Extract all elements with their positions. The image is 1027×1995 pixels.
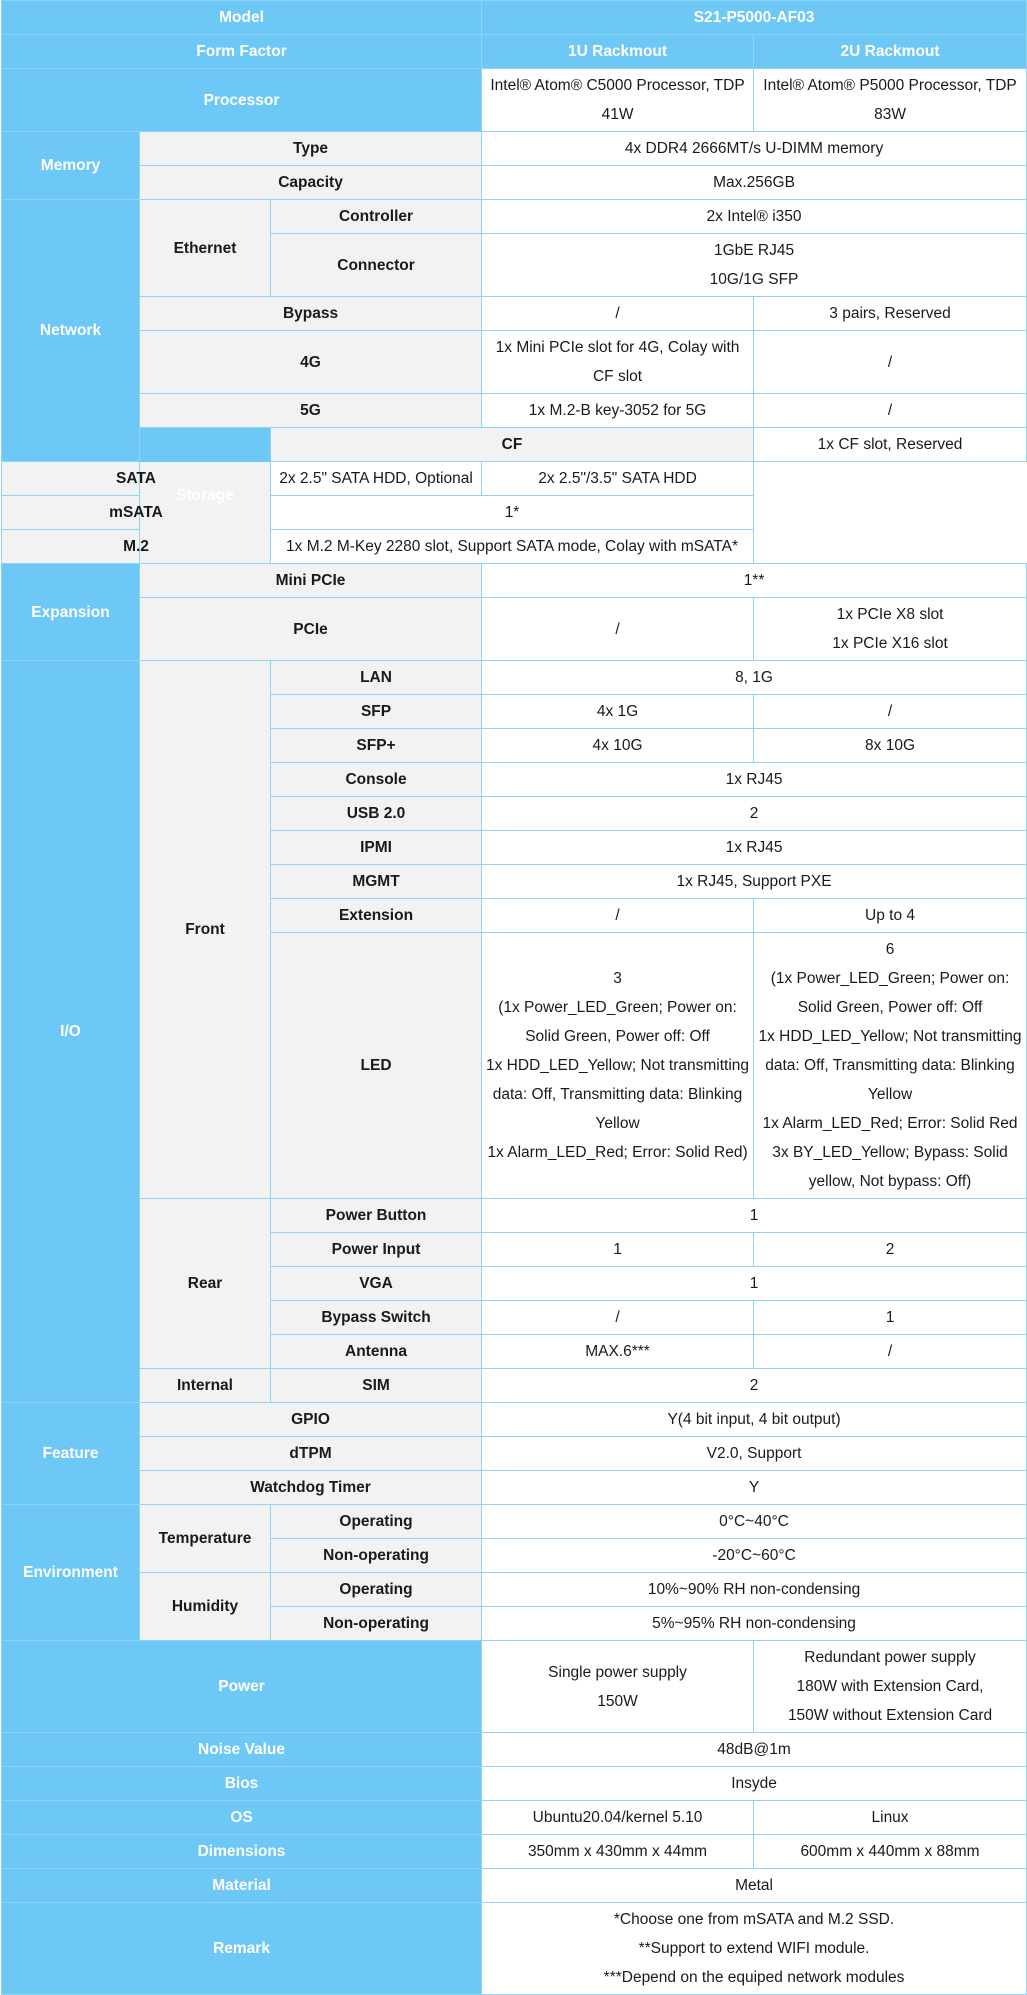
msata-label: mSATA — [2, 496, 271, 530]
minipcie-label: Mini PCIe — [140, 564, 482, 598]
pcie-label: PCIe — [140, 598, 482, 661]
dtpm-label: dTPM — [140, 1437, 482, 1471]
bios-label: Bios — [2, 1767, 482, 1801]
sfpplus-1u: 4x 10G — [482, 729, 754, 763]
extension-label: Extension — [271, 899, 482, 933]
cf-label: CF — [271, 428, 754, 462]
row-network-5g — [2, 394, 1027, 428]
mgmt-label: MGMT — [271, 865, 482, 899]
5g-label: 5G — [140, 394, 482, 428]
row-io-power-button — [2, 1199, 1027, 1233]
row-expansion-minipcie — [2, 564, 1027, 598]
row-storage-cf — [2, 428, 1027, 462]
cf-value: 1x CF slot, Reserved — [754, 428, 1027, 462]
row-os — [2, 1801, 1027, 1835]
hum-nonoperating-label: Non-operating — [271, 1607, 482, 1641]
row-storage-m2 — [2, 530, 1027, 564]
extension-2u: Up to 4 — [754, 899, 1027, 933]
environment-label: Environment — [2, 1505, 140, 1641]
row-expansion-pcie — [2, 598, 1027, 661]
sim-value: 2 — [482, 1369, 1027, 1403]
sim-label: SIM — [271, 1369, 482, 1403]
antenna-2u: / — [754, 1335, 1027, 1369]
m2-label: M.2 — [2, 530, 271, 564]
5g-1u: 1x M.2-B key-3052 for 5G — [482, 394, 754, 428]
dimensions-1u: 350mm x 430mm x 44mm — [482, 1835, 754, 1869]
sfp-label: SFP — [271, 695, 482, 729]
gpio-value: Y(4 bit input, 4 bit output) — [482, 1403, 1027, 1437]
remark-value: *Choose one from mSATA and M.2 SSD. **Support to extend WIFI module. ***Depend on the equiped network modules — [482, 1903, 1027, 1995]
memory-type-label: Type — [140, 132, 482, 166]
bypass-switch-1u: / — [482, 1301, 754, 1335]
lan-value: 8, 1G — [482, 661, 1027, 695]
expansion-label: Expansion — [2, 564, 140, 661]
m2-value: 1x M.2 M-Key 2280 slot, Support SATA mode, Colay with mSATA* — [271, 530, 754, 564]
power-button-label: Power Button — [271, 1199, 482, 1233]
led-1u: 3 (1x Power_LED_Green; Power on: Solid Green, Power off: Off 1x HDD_LED_Yellow; Not transmitting data: Off, Transmitting data: Blinking Yellow 1x Alarm_LED_Red; Error: Solid Red) — [482, 933, 754, 1199]
humidity-label: Humidity — [140, 1573, 271, 1641]
pcie-2u: 1x PCIe X8 slot 1x PCIe X16 slot — [754, 598, 1027, 661]
row-storage-sata — [2, 462, 1027, 496]
memory-type-value: 4x DDR4 2666MT/s U-DIMM memory — [482, 132, 1027, 166]
row-feature-gpio — [2, 1403, 1027, 1437]
model-label: Model — [2, 1, 482, 35]
form-2u: 2U Rackmout — [754, 35, 1027, 69]
os-label: OS — [2, 1801, 482, 1835]
memory-capacity-value: Max.256GB — [482, 166, 1027, 200]
dimensions-label: Dimensions — [2, 1835, 482, 1869]
material-label: Material — [2, 1869, 482, 1903]
row-memory-type — [2, 132, 1027, 166]
material-value: Metal — [482, 1869, 1027, 1903]
gpio-label: GPIO — [140, 1403, 482, 1437]
led-2u: 6 (1x Power_LED_Green; Power on: Solid Green, Power off: Off 1x HDD_LED_Yellow; Not transmitting data: Off, Transmitting data: Blinking Yellow 1x Alarm_LED_Red; Error: Solid Red 3x BY_LED_Yellow; Bypass: Solid yellow, Not bypass: Off) — [754, 933, 1027, 1199]
sfp-2u: / — [754, 695, 1027, 729]
row-network-4g — [2, 331, 1027, 394]
row-network-controller — [2, 200, 1027, 234]
power-input-2u: 2 — [754, 1233, 1027, 1267]
feature-label: Feature — [2, 1403, 140, 1505]
temperature-label: Temperature — [140, 1505, 271, 1573]
bypass-1u: / — [482, 297, 754, 331]
watchdog-value: Y — [482, 1471, 1027, 1505]
model-value: S21-P5000-AF03 — [482, 1, 1027, 35]
msata-value: 1* — [271, 496, 754, 530]
connector-label: Connector — [271, 234, 482, 297]
temp-nonoperating-value: -20°C~60°C — [482, 1539, 1027, 1573]
bios-value: Insyde — [482, 1767, 1027, 1801]
5g-2u: / — [754, 394, 1027, 428]
sata-1u: 2x 2.5" SATA HDD, Optional — [271, 462, 482, 496]
antenna-label: Antenna — [271, 1335, 482, 1369]
antenna-1u: MAX.6*** — [482, 1335, 754, 1369]
remark-label: Remark — [2, 1903, 482, 1995]
row-material — [2, 1869, 1027, 1903]
row-network-bypass — [2, 297, 1027, 331]
minipcie-value: 1** — [482, 564, 1027, 598]
ethernet-label: Ethernet — [140, 200, 271, 297]
front-label: Front — [140, 661, 271, 1199]
console-value: 1x RJ45 — [482, 763, 1027, 797]
network-label: Network — [2, 200, 140, 462]
mgmt-value: 1x RJ45, Support PXE — [482, 865, 1027, 899]
hum-operating-value: 10%~90% RH non-condensing — [482, 1573, 1027, 1607]
processor-1u: Intel® Atom® C5000 Processor, TDP 41W — [482, 69, 754, 132]
power-2u: Redundant power supply 180W with Extension Card, 150W without Extension Card — [754, 1641, 1027, 1733]
bypass-switch-label: Bypass Switch — [271, 1301, 482, 1335]
rear-label: Rear — [140, 1199, 271, 1369]
row-power — [2, 1641, 1027, 1733]
form-factor-label: Form Factor — [2, 35, 482, 69]
row-io-sim — [2, 1369, 1027, 1403]
usb-label: USB 2.0 — [271, 797, 482, 831]
power-1u: Single power supply 150W — [482, 1641, 754, 1733]
row-noise — [2, 1733, 1027, 1767]
row-model — [2, 1, 1027, 35]
connector-value: 1GbE RJ45 10G/1G SFP — [482, 234, 1027, 297]
internal-label: Internal — [140, 1369, 271, 1403]
power-input-label: Power Input — [271, 1233, 482, 1267]
memory-capacity-label: Capacity — [140, 166, 482, 200]
form-1u: 1U Rackmout — [482, 35, 754, 69]
controller-value: 2x Intel® i350 — [482, 200, 1027, 234]
io-label: I/O — [2, 661, 140, 1403]
bypass-label: Bypass — [140, 297, 482, 331]
noise-value: 48dB@1m — [482, 1733, 1027, 1767]
row-feature-dtpm — [2, 1437, 1027, 1471]
spec-table — [1, 0, 1027, 1995]
storage-label: Storage — [140, 428, 271, 564]
4g-2u: / — [754, 331, 1027, 394]
4g-1u: 1x Mini PCIe slot for 4G, Colay with CF slot — [482, 331, 754, 394]
memory-label: Memory — [2, 132, 140, 200]
sfpplus-2u: 8x 10G — [754, 729, 1027, 763]
processor-label: Processor — [2, 69, 482, 132]
watchdog-label: Watchdog Timer — [140, 1471, 482, 1505]
vga-label: VGA — [271, 1267, 482, 1301]
lan-label: LAN — [271, 661, 482, 695]
row-storage-msata — [2, 496, 1027, 530]
sfpplus-label: SFP+ — [271, 729, 482, 763]
row-io-lan — [2, 661, 1027, 695]
power-input-1u: 1 — [482, 1233, 754, 1267]
row-dimensions — [2, 1835, 1027, 1869]
sfp-1u: 4x 1G — [482, 695, 754, 729]
4g-label: 4G — [140, 331, 482, 394]
usb-value: 2 — [482, 797, 1027, 831]
temp-nonoperating-label: Non-operating — [271, 1539, 482, 1573]
row-remark — [2, 1903, 1027, 1995]
row-form-factor — [2, 35, 1027, 69]
row-memory-capacity — [2, 166, 1027, 200]
row-processor — [2, 69, 1027, 132]
bypass-switch-2u: 1 — [754, 1301, 1027, 1335]
temp-operating-value: 0°C~40°C — [482, 1505, 1027, 1539]
extension-1u: / — [482, 899, 754, 933]
pcie-1u: / — [482, 598, 754, 661]
os-1u: Ubuntu20.04/kernel 5.10 — [482, 1801, 754, 1835]
row-env-hum-op — [2, 1573, 1027, 1607]
bypass-2u: 3 pairs, Reserved — [754, 297, 1027, 331]
dtpm-value: V2.0, Support — [482, 1437, 1027, 1471]
ipmi-label: IPMI — [271, 831, 482, 865]
row-bios — [2, 1767, 1027, 1801]
processor-2u: Intel® Atom® P5000 Processor, TDP 83W — [754, 69, 1027, 132]
vga-value: 1 — [482, 1267, 1027, 1301]
hum-nonoperating-value: 5%~95% RH non-condensing — [482, 1607, 1027, 1641]
row-env-temp-op — [2, 1505, 1027, 1539]
noise-label: Noise Value — [2, 1733, 482, 1767]
os-2u: Linux — [754, 1801, 1027, 1835]
console-label: Console — [271, 763, 482, 797]
temp-operating-label: Operating — [271, 1505, 482, 1539]
ipmi-value: 1x RJ45 — [482, 831, 1027, 865]
power-button-value: 1 — [482, 1199, 1027, 1233]
power-label: Power — [2, 1641, 482, 1733]
led-label: LED — [271, 933, 482, 1199]
hum-operating-label: Operating — [271, 1573, 482, 1607]
dimensions-2u: 600mm x 440mm x 88mm — [754, 1835, 1027, 1869]
controller-label: Controller — [271, 200, 482, 234]
row-feature-watchdog — [2, 1471, 1027, 1505]
sata-label: SATA — [2, 462, 271, 496]
sata-2u: 2x 2.5"/3.5" SATA HDD — [482, 462, 754, 496]
